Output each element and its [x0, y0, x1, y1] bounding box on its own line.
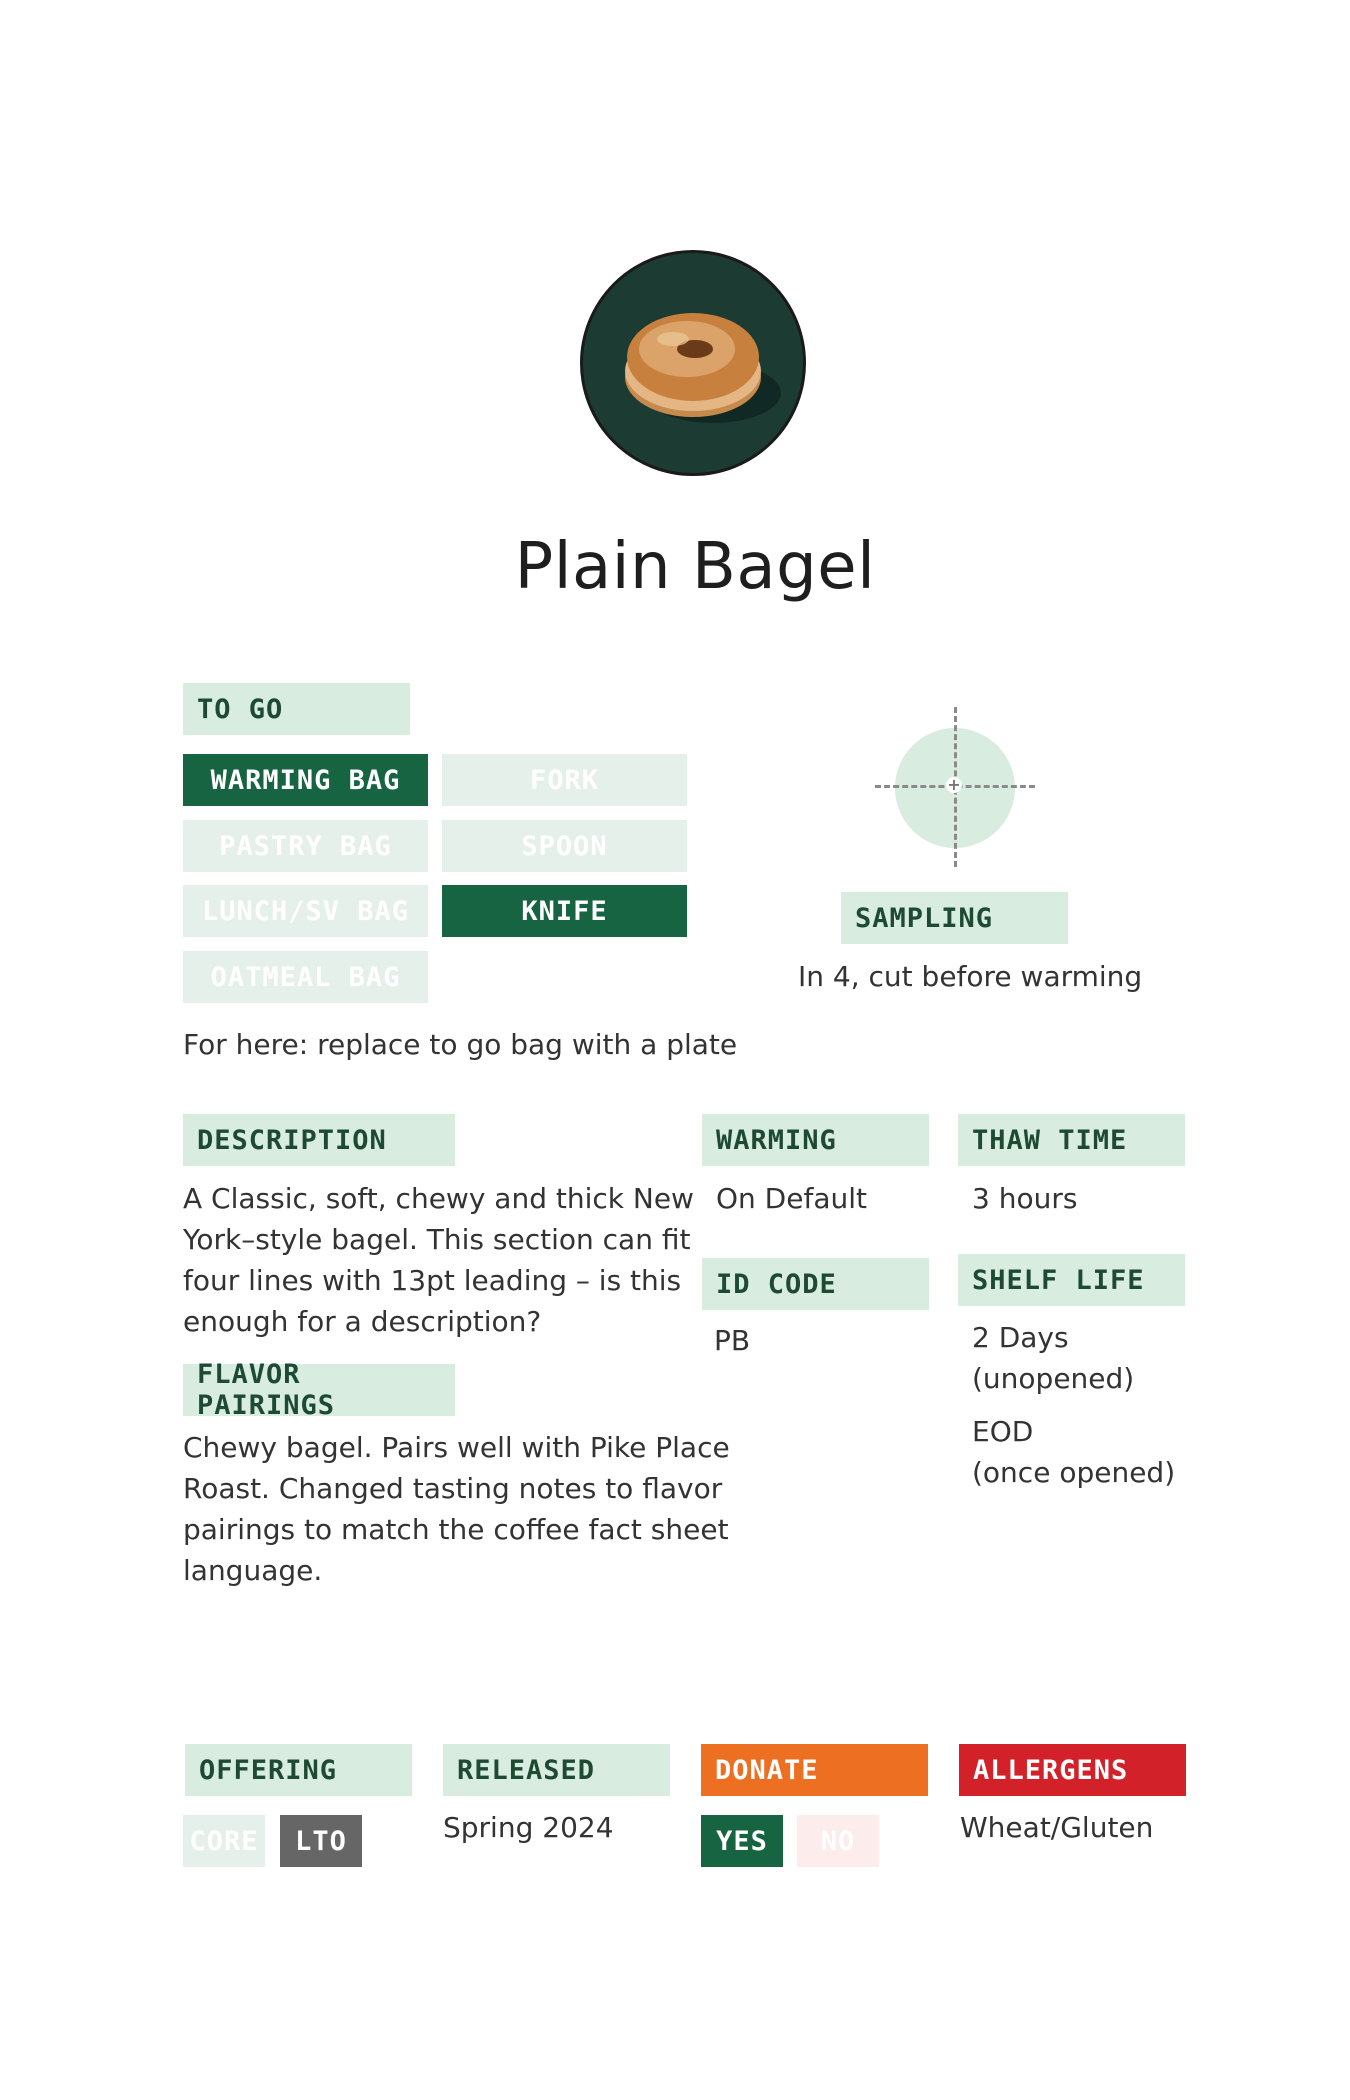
shelf-life-line: (once opened) — [972, 1456, 1176, 1489]
donate-header: DONATE — [701, 1744, 928, 1796]
donate-option-yes[interactable]: YES — [701, 1815, 783, 1867]
to-go-option-lunch-sv-bag[interactable]: LUNCH/SV BAG — [183, 885, 428, 937]
warming-header: WARMING — [702, 1114, 929, 1166]
page-title: Plain Bagel — [514, 530, 876, 604]
shelf-life-line: 2 Days — [972, 1321, 1069, 1354]
sampling-center-icon: + — [947, 775, 961, 794]
to-go-option-spoon[interactable]: SPOON — [442, 820, 687, 872]
offering-header: OFFERING — [185, 1744, 412, 1796]
released-header: RELEASED — [443, 1744, 670, 1796]
donate-option-no[interactable]: NO — [797, 1815, 879, 1867]
to-go-option-warming-bag[interactable]: WARMING BAG — [183, 754, 428, 806]
id-code-header: ID CODE — [702, 1258, 929, 1310]
product-image — [580, 250, 806, 476]
flavor-pairings-line: pairings to match the coffee fact sheet — [183, 1513, 729, 1546]
thaw-time-value: 3 hours — [972, 1182, 1078, 1215]
description-text — [183, 1178, 694, 1342]
bagel-illustration — [583, 253, 803, 473]
to-go-option-knife[interactable]: KNIFE — [442, 885, 687, 937]
offering-option-core[interactable]: CORE — [183, 1815, 265, 1867]
flavor-pairings-line: language. — [183, 1554, 323, 1587]
shelf-life-text — [972, 1317, 1175, 1493]
allergens-value: Wheat/Gluten — [960, 1811, 1154, 1844]
description-header: DESCRIPTION — [183, 1114, 455, 1166]
id-code-value: PB — [714, 1324, 751, 1357]
released-value: Spring 2024 — [443, 1811, 614, 1844]
description-line: four lines with 13pt leading – is this — [183, 1264, 682, 1297]
shelf-life-line: (unopened) — [972, 1362, 1135, 1395]
to-go-header: TO GO — [183, 683, 410, 735]
shelf-life-line: EOD — [972, 1415, 1034, 1448]
allergens-header: ALLERGENS — [959, 1744, 1186, 1796]
to-go-note: For here: replace to go bag with a plate — [183, 1028, 738, 1061]
to-go-option-pastry-bag[interactable]: PASTRY BAG — [183, 820, 428, 872]
shelf-life-header: SHELF LIFE — [958, 1254, 1185, 1306]
flavor-pairings-line: Roast. Changed tasting notes to flavor — [183, 1472, 723, 1505]
offering-option-lto[interactable]: LTO — [280, 1815, 362, 1867]
warming-value: On Default — [716, 1182, 867, 1215]
description-line: enough for a description? — [183, 1305, 542, 1338]
description-line: York–style bagel. This section can fit — [183, 1223, 691, 1256]
to-go-option-fork[interactable]: FORK — [442, 754, 687, 806]
sampling-text: In 4, cut before warming — [798, 960, 1143, 993]
flavor-pairings-header: FLAVOR PAIRINGS — [183, 1364, 455, 1416]
thaw-time-header: THAW TIME — [958, 1114, 1185, 1166]
flavor-pairings-line: Chewy bagel. Pairs well with Pike Place — [183, 1431, 730, 1464]
to-go-option-oatmeal-bag[interactable]: OATMEAL BAG — [183, 951, 428, 1003]
flavor-pairings-text — [183, 1427, 730, 1591]
sampling-header: SAMPLING — [841, 892, 1068, 944]
description-line: A Classic, soft, chewy and thick New — [183, 1182, 694, 1215]
